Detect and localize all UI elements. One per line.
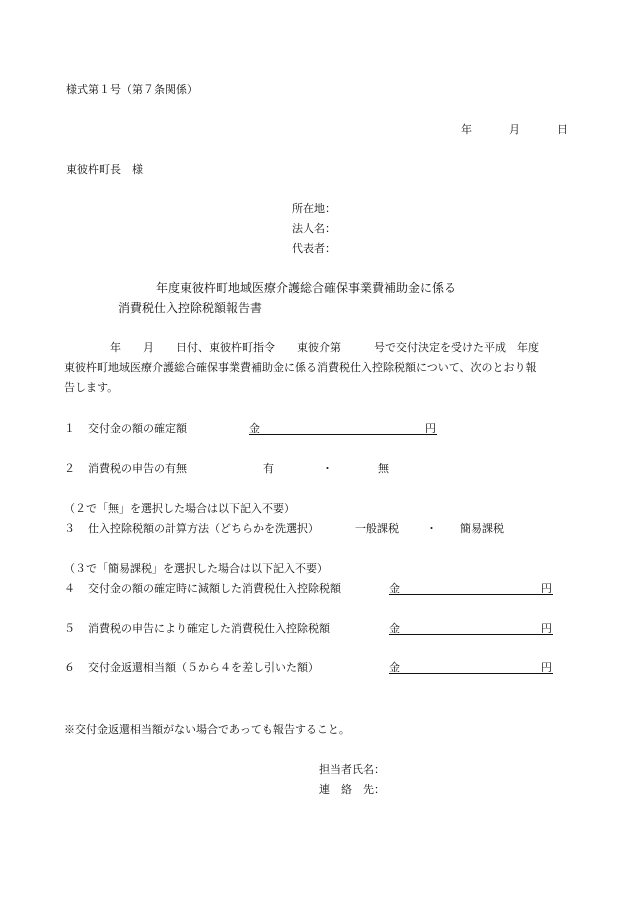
date-month: 月 — [509, 123, 520, 136]
item2-option-yes[interactable]: 有 — [263, 462, 274, 475]
item4-en: 円 — [541, 582, 552, 595]
item3-label: 仕入控除税額の計算方法（どちらかを洗選択） — [88, 522, 319, 535]
document-title-line2: 消費税仕入控除税額報告書 — [118, 301, 263, 315]
body-line2: 東彼杵町地域医療介護総合確保事業費補助金に係る消費税仕入控除税額について、次のとおり報 — [64, 361, 537, 374]
contact-info-label: 連 絡 先： — [319, 783, 385, 796]
item5-kin: 金 — [389, 622, 400, 635]
contact-person-label: 担当者氏名： — [319, 763, 385, 776]
item1-number: １ — [64, 422, 75, 435]
item4-kin: 金 — [389, 582, 400, 595]
item5-number: ５ — [64, 622, 75, 635]
item2-label: 消費税の申告の有無 — [88, 462, 187, 475]
item3-option-general[interactable]: 一般課税 — [355, 522, 399, 535]
footnote: ※交付金返還相当額がない場合であっても報告すること。 — [64, 723, 350, 736]
item3-separator: ・ — [426, 522, 437, 535]
item5-label: 消費税の申告により確定した消費税仕入控除税額 — [88, 622, 330, 635]
item4-label: 交付金の額の確定時に減額した消費税仕入控除税額 — [88, 582, 341, 595]
item4-amount-field[interactable] — [389, 582, 553, 595]
body-line1: 年 月 日付、東彼杵町指令 東彼介第 号で交付決定を受けた平成 年度 — [110, 341, 539, 354]
item6-amount-field[interactable] — [389, 661, 553, 674]
item2-option-no[interactable]: 無 — [378, 462, 389, 475]
date-day: 日 — [557, 123, 568, 136]
item3-number: ３ — [64, 522, 75, 535]
item1-kin: 金 — [249, 422, 260, 435]
applicant-location-label: 所在地： — [292, 202, 336, 215]
item6-label: 交付金返還相当額（５から４を差し引いた額） — [88, 661, 319, 674]
item6-en: 円 — [541, 661, 552, 674]
form-number: 様式第１号（第７条関係） — [66, 83, 198, 96]
document-title-line1: 年度東彼杵町地域医療介護総合確保事業費補助金に係る — [156, 281, 457, 295]
applicant-representative-label: 代表者： — [292, 242, 336, 255]
item1-en: 円 — [425, 422, 436, 435]
item6-kin: 金 — [389, 661, 400, 674]
item1-label: 交付金の額の確定額 — [88, 422, 187, 435]
item6-number: ６ — [64, 661, 75, 674]
item5-en: 円 — [541, 622, 552, 635]
applicant-corp-name-label: 法人名： — [292, 222, 336, 235]
item5-amount-field[interactable] — [389, 622, 553, 635]
note-item3: （３で「簡易課税」を選択した場合は以下記入不要） — [64, 562, 328, 575]
item4-number: ４ — [64, 582, 75, 595]
body-line3: 告します。 — [64, 381, 119, 394]
date-year: 年 — [461, 123, 472, 136]
note-item2: （２で「無」を選択した場合は以下記入不要） — [64, 502, 295, 515]
item2-number: ２ — [64, 462, 75, 475]
item3-option-simplified[interactable]: 簡易課税 — [460, 522, 504, 535]
item2-separator: ・ — [322, 462, 333, 475]
item1-amount-field[interactable] — [249, 422, 437, 435]
addressee: 東彼杵町長 様 — [66, 163, 143, 176]
